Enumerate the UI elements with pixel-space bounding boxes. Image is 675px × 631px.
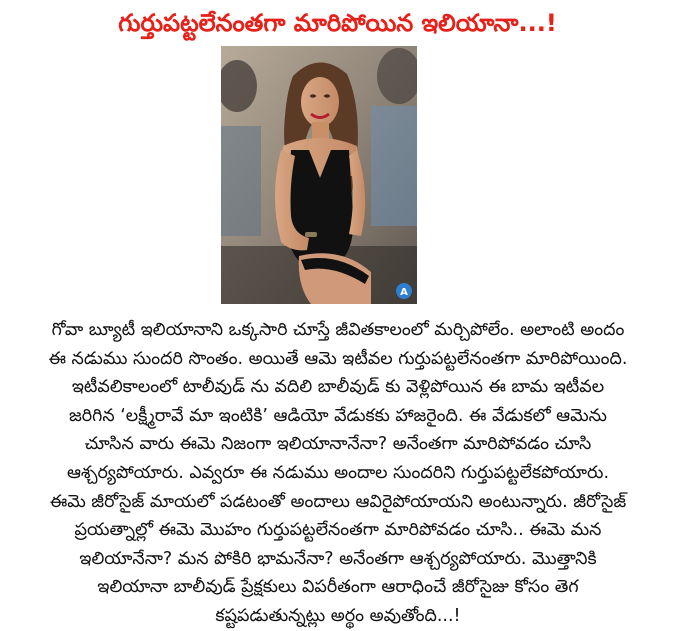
article-body: గోవా బ్యూటీ ఇలియానాని ఒక్కసారి చూస్తే జీవితకాలంలో మర్చిపోలేం. అలాంటి అందం ఈ నడుము సుందరి సొంతం. అయితే ఆమె ఇటీవల గుర్తుపట్టలేనంతగా మారిపోయింది. ఇటీవలికాలంలో టాలీవుడ్ ను వదిలి బాలీవుడ్ కు వెళ్లిపోయిన ఈ బామ ఇటీవల జరిగిన ‘లక్ష్మీరావే మా ఇంటికి’ ఆడియో వేడుకకు హాజరైంది. ఈ వేడుకలో ఆమెను చూసిన వారు ఈమె నిజంగా ఇలియానానేనా? అనేంతగా మారిపోవడం చూసి ఆశ్చర్యపోయారు. ఎవ్వరూ ఈ నడుము అందాల సుందరిని గుర్తుపట్టలేకపోయారు. ఈమె జీరోసైజ్ మాయలో పడటంతో అందాలు ఆవిరైపోయాయని అంటున్నారు. జీరోసైజ్ ప్రయత్నాల్లో ఈమె మొహం గుర్తుపట్టలేనంతగా మారిపోవడం చూసి.. ఈమె మన ఇలియానేనా? మన పోకిరి భామనేనా? అనేంతగా ఆశ్చర్యపోయారు. మొత్తానికి ఇలియానా బాలీవుడ్ ప్రేక్షకులు విపరీతంగా ఆరాధించే జీరోసైజు కోసం తెగ కష్టపడుతున్నట్లు అర్థం అవుతోంది...!: [48, 320, 628, 626]
a-circle-logo-icon: [396, 283, 412, 299]
article-headline: గుర్తుపట్టలేనంతగా మారిపోయిన ఇలియానా...!: [118, 9, 557, 37]
article-photo: [221, 46, 417, 304]
svg-text:A: A: [400, 287, 408, 298]
